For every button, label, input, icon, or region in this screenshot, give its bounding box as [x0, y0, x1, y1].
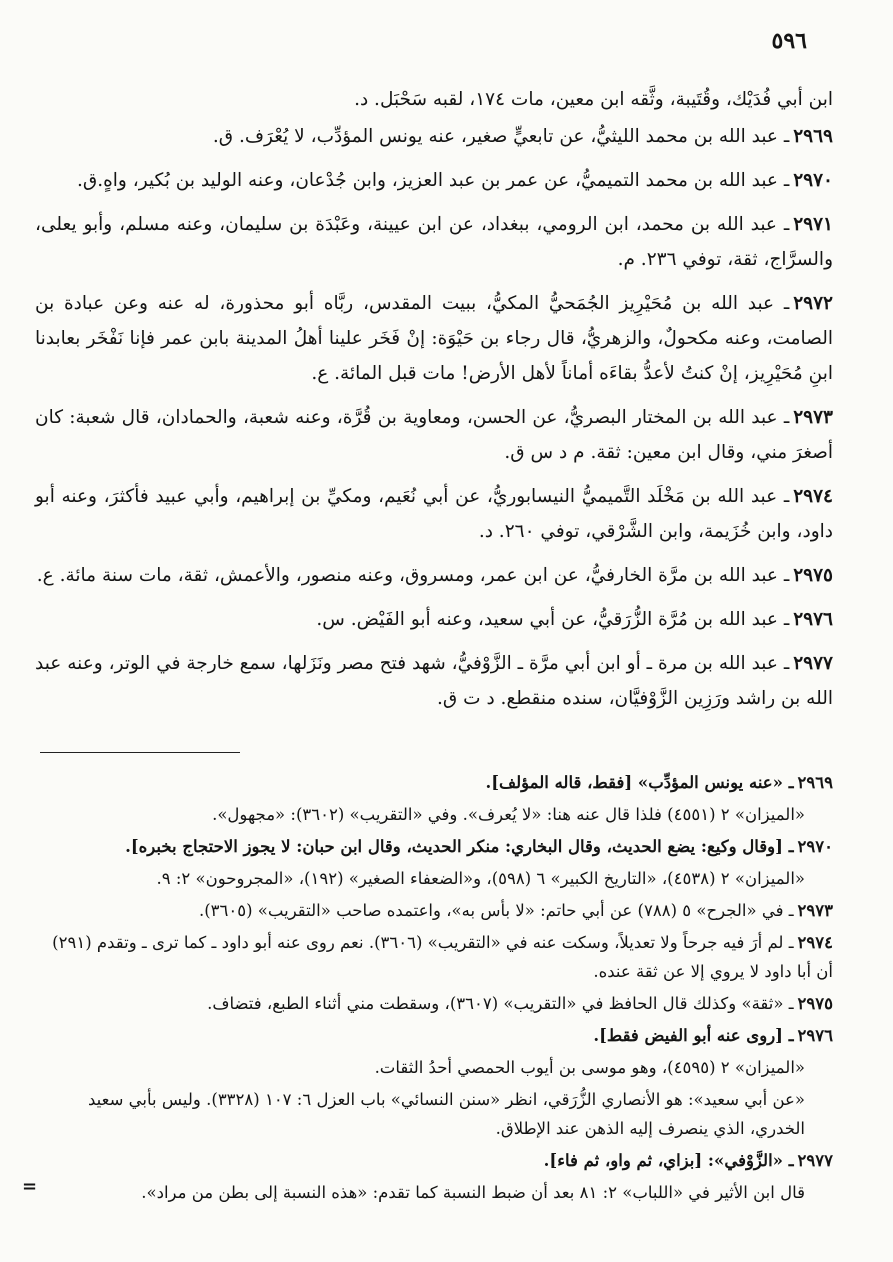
entry	[35, 286, 833, 391]
entry	[35, 82, 833, 117]
footnote-text: ـ «ثقة» وكذلك قال الحافظ في «التقريب» (٣٦٠٧)، وسقطت مني أثناء الطبع، فتضاف.	[207, 994, 794, 1013]
entry-number: ٢٩٧٤	[793, 486, 833, 507]
footnote	[35, 928, 833, 986]
footnote	[35, 864, 833, 893]
footnotes	[35, 768, 833, 1210]
footnote-number: ٢٩٧٧	[797, 1151, 833, 1170]
continuation-mark: =	[22, 1176, 38, 1197]
entry	[35, 207, 833, 277]
entry-text: ـ عبد الله بن مُرَّة الزُّرَقيُّ، عن أبي سعيد، وعنه أبو الفَيْض. س.	[316, 609, 790, 630]
entry-text: ـ عبد الله بن مرة ـ أو ابن أبي مرَّة ـ الزَّوْفيُّ، شهد فتح مصر ونَزَلها، سمع خارجة في الوتر، وعنه عبد الله بن راشد ورَزِين الزَّوْفيَّان، سنده منقطع. د ت ق.	[35, 653, 833, 709]
entry-number: ٢٩٧٦	[793, 609, 833, 630]
entry-text: ـ عبد الله بن مرَّة الخارفيُّ، عن ابن عمر، ومسروق، وعنه منصور، والأعمش، ثقة، مات سنة مائة. ع.	[36, 565, 790, 586]
entry	[35, 558, 833, 593]
footnote-number: ٢٩٧٠	[797, 837, 833, 856]
entry-text: ابن أبي فُدَيْك، وقُتَيبة، وثَّقه ابن معين، مات ١٧٤، لقبه سَحْبَل. د.	[354, 89, 833, 110]
footnote-text: ـ [روى عنه أبو الفيض فقط].	[593, 1026, 794, 1045]
entry	[35, 163, 833, 198]
entry-number: ٢٩٧١	[793, 214, 833, 235]
footnote	[35, 989, 833, 1018]
footnote-text: «الميزان» ٢ (٤٥٥١) فلذا قال عنه هنا: «لا يُعرف». وفي «التقريب» (٣٦٠٢): «مجهول».	[212, 805, 805, 824]
footnote-number: ٢٩٧٤	[797, 933, 833, 952]
footnote	[35, 832, 833, 861]
footnote-number: ٢٩٦٩	[797, 773, 833, 792]
footnote-text: ـ [وقال وكيع: يضع الحديث، وقال البخاري: منكر الحديث، وقال ابن حبان: لا يجوز الاحتجاج بخبره].	[125, 837, 794, 856]
footnote-text: ـ في «الجرح» ٥ (٧٨٨) عن أبي حاتم: «لا بأس به»، واعتمده صاحب «التقريب» (٣٦٠٥).	[198, 901, 794, 920]
entry-number: ٢٩٧٢	[793, 293, 833, 314]
footnote-text: «الميزان» ٢ (٤٥٣٨)، «التاريخ الكبير» ٦ (٥٩٨)، و«الضعفاء الصغير» (١٩٢)، «المجروحون» ٢: ٩.	[156, 869, 805, 888]
entry-text: ـ عبد الله بن مُحَيْرِيز الجُمَحيُّ المكيُّ، ببيت المقدس، ربَّاه أبو محذورة، له عنه وعن عبادة بن الصامت، وعنه مكحولٌ، والزهريُّ، قال رجاء بن حَيْوَة: إنْ فَخَر علينا أهلُ المدينة بابن عمر فإنا نَفْخَر بعابدنا ابنِ مُحَيْرِيز، إنْ كنتُ لأعدُّ بقاءَه أماناً لأهل الأرض! مات قبل المائة. ع.	[35, 293, 833, 384]
footnote	[35, 1178, 833, 1207]
footnote	[35, 1053, 833, 1082]
footnote-text: ـ «الزَّوْفي»: [بزاي، ثم واو، ثم فاء].	[543, 1151, 794, 1170]
footnote-number: ٢٩٧٦	[797, 1026, 833, 1045]
biographical-entries	[35, 82, 833, 725]
entry-number: ٢٩٧٥	[793, 565, 833, 586]
footnote-text: قال ابن الأثير في «اللباب» ٢: ٨١ بعد أن ضبط النسبة كما تقدم: «هذه النسبة إلى بطن من مراد».	[141, 1183, 805, 1202]
entry-number: ٢٩٧٣	[793, 407, 833, 428]
footnote	[35, 800, 833, 829]
entry-text: ـ عبد الله بن المختار البصريُّ، عن الحسن، ومعاوية بن قُرَّة، وعنه شعبة، والحمادان، قال شعبة: كان أصغرَ مني، وقال ابن معين: ثقة. م د س ق.	[35, 407, 833, 463]
footnote-number: ٢٩٧٣	[797, 901, 833, 920]
entry-text: ـ عبد الله بن محمد، ابن الرومي، ببغداد، عن ابن عيينة، وعَبْدَة بن سليمان، وعنه مسلم، وأبو يعلى، والسرَّاج، ثقة، توفي ٢٣٦. م.	[35, 214, 833, 270]
footnote-separator	[40, 752, 240, 753]
entry	[35, 119, 833, 154]
footnote	[35, 1146, 833, 1175]
entry	[35, 646, 833, 716]
page-number: ٥٩٦	[771, 28, 807, 54]
entry-text: ـ عبد الله بن محمد التميميُّ، عن عمر بن عبد العزيز، وابن جُدْعان، وعنه الوليد بن بُكير، واهٍ.ق.	[76, 170, 790, 191]
entry	[35, 479, 833, 549]
entry-number: ٢٩٦٩	[793, 126, 833, 147]
footnote-text: ـ لم أرَ فيه جرحاً ولا تعديلاً، وسكت عنه في «التقريب» (٣٦٠٦). نعم روى عنه أبو داود ـ كما ترى ـ وتقدم (٢٩١) أن أبا داود لا يروي إلا عن ثقة عنده.	[52, 933, 833, 981]
footnote	[35, 896, 833, 925]
entry-text: ـ عبد الله بن محمد الليثيُّ، عن تابعيٍّ صغير، عنه يونس المؤدِّب، لا يُعْرَف. ق.	[212, 126, 790, 147]
entry	[35, 602, 833, 637]
footnote-text: ـ «عنه يونس المؤدِّب» [فقط، قاله المؤلف].	[485, 773, 794, 792]
footnote-text: «عن أبي سعيد»: هو الأنصاري الزُّرَقي، انظر «سنن النسائي» باب العزل ٦: ١٠٧ (٣٣٢٨). وليس بأبي سعيد الخدري، الذي ينصرف إليه الذهن عند الإطلاق.	[87, 1090, 805, 1138]
footnote-text: «الميزان» ٢ (٤٥٩٥)، وهو موسى بن أيوب الحمصي أحدُ الثقات.	[374, 1058, 805, 1077]
entry-text: ـ عبد الله بن مَخْلَد التَّميميُّ النيسابوريُّ، عن أبي نُعَيم، ومكيِّ بن إبراهيم، وأبي عبيد فأكثرَ، وعنه أبو داود، وابن خُزَيمة، وابن الشَّرْقي، توفي ٢٦٠. د.	[35, 486, 833, 542]
entry	[35, 400, 833, 470]
entry-number: ٢٩٧٧	[793, 653, 833, 674]
footnote	[35, 1085, 833, 1143]
entry-number: ٢٩٧٠	[793, 170, 833, 191]
footnote	[35, 1021, 833, 1050]
footnote-number: ٢٩٧٥	[797, 994, 833, 1013]
footnote	[35, 768, 833, 797]
